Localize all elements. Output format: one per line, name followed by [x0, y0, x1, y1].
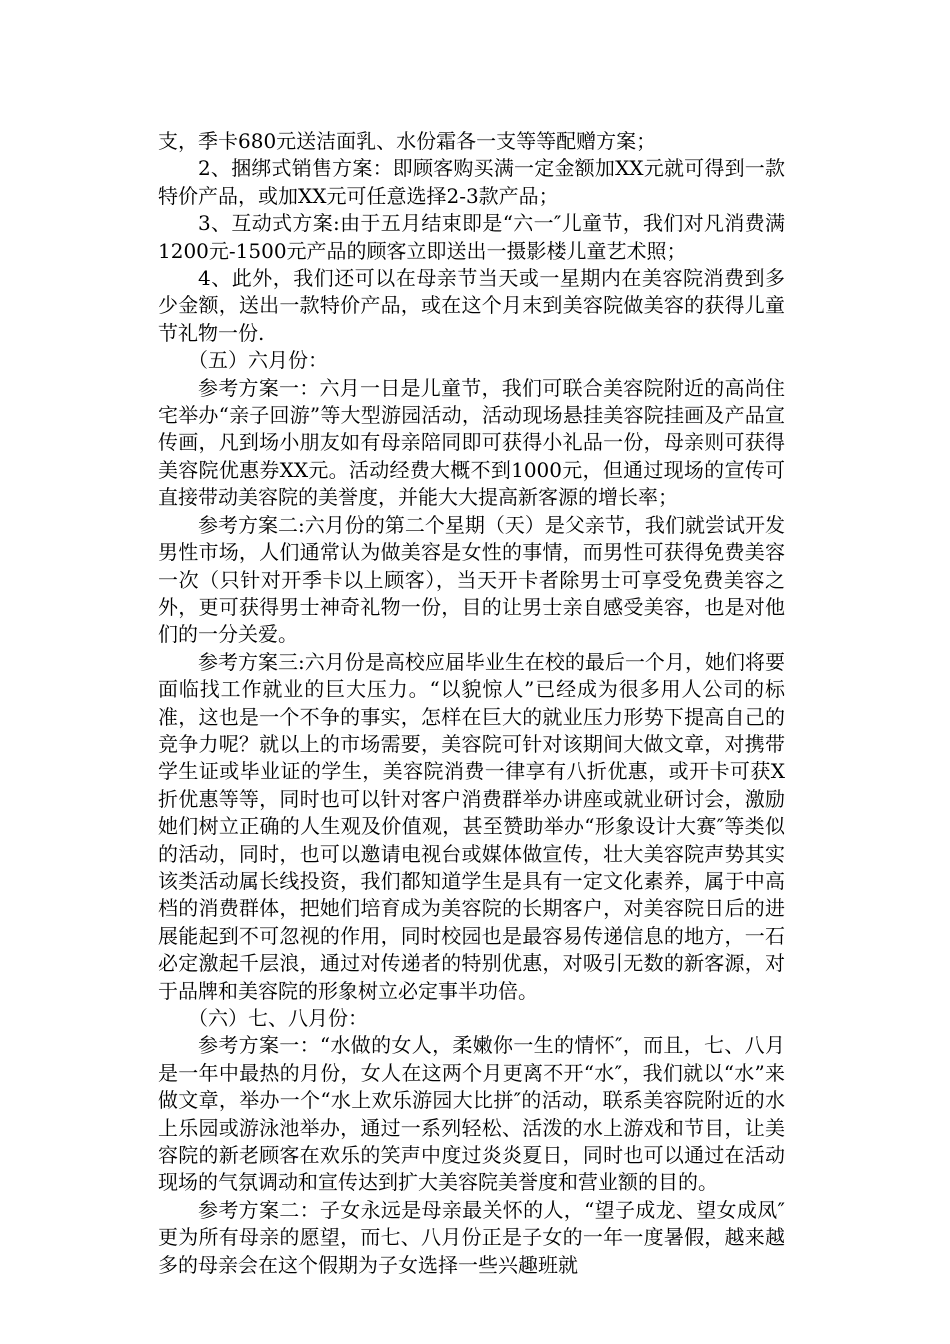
section-heading-july-august: （六）七、八月份：: [188, 1006, 368, 1030]
document-body: [158, 128, 785, 1279]
section-heading-june: （五）六月份：: [188, 348, 328, 373]
paragraph-june-plan-2: 参考方案二:六月份的第二个星期（天）是父亲节，我们就尝试开发男性市场，人们通常认为做美容是女性的事情，而男性可获得免费美容一次（只针对开季卡以上顾客），当天开卡者除男士可享受免费美容之外，更可获得男士神奇礼物一份，目的让男士亲自感受美容，也是对他们的一分关爱。: [158, 512, 785, 647]
paragraph-june-plan-1: 参考方案一：六月一日是儿童节，我们可联合美容院附近的高尚住宅举办“亲子回游”等大型游园活动，活动现场悬挂美容院挂画及产品宣传画，凡到场小朋友如有母亲陪同即可获得小礼品一份，母亲则可获得美容院优惠券XX元。活动经费大概不到1000元，但通过现场的宣传可直接带动美容院的美誉度，并能大大提高新客源的增长率；: [158, 375, 785, 510]
paragraph-gift-plan-tail: 支，季卡680元送洁面乳、水份霜各一支等等配赠方案；: [158, 129, 657, 153]
paragraph-interactive-plan: 3、互动式方案:由于五月结束即是“六一″儿童节，我们对凡消费满1200元-1500元产品的顾客立即送出一摄影楼儿童艺术照；: [158, 211, 785, 263]
paragraph-additional-plan: 4、此外，我们还可以在母亲节当天或一星期内在美容院消费到多少金额，送出一款特价产品，或在这个月末到美容院做美容的获得儿童节礼物一份.: [158, 266, 785, 345]
paragraph-june-plan-3: 参考方案三:六月份是高校应届毕业生在校的最后一个月，她们将要面临找工作就业的巨大压力。“以貌惊人”已经成为很多用人公司的标准，这也是一个不争的事实，怎样在巨大的就业压力形势下提高自己的竞争力呢？就以上的市场需要，美容院可针对该期间大做文章，对携带学生证或毕业证的学生，美容院消费一律享有八折优惠，或开卡可获X折优惠等等，同时也可以针对客户消费群举办讲座或就业研讨会，激励她们树立正确的人生观及价值观，甚至赞助举办“形象设计大赛″等类似的活动，同时，也可以邀请电视台或媒体做宣传，壮大美容院声势其实该类活动属长线投资，我们都知道学生是具有一定文化素养，属于中高档的消费群体，把她们培育成为美容院的长期客户，对美容院日后的进展能起到不可忽视的作用，同时校园也是最容易传递信息的地方，一石必定激起千层浪，通过对传递者的特别优惠，对吸引无数的新客源，对于品牌和美容院的形象树立必定事半功倍。: [158, 649, 785, 1003]
paragraph-summer-plan-1: 参考方案一：“水做的女人，柔嫩你一生的情怀″，而且，七、八月是一年中最热的月份，女人在这两个月更离不开“水″，我们就以“水”来做文章，举办一个“水上欢乐游园大比拼″的活动，联系美容院附近的水上乐园或游泳池举办，通过一系列轻松、活泼的水上游戏和节目，让美容院的新老顾客在欢乐的笑声中度过炎炎夏日，同时也可以通过在活动现场的气氛调动和宣传达到扩大美容院美誉度和营业额的目的。: [158, 1033, 785, 1195]
paragraph-summer-plan-2: 参考方案二：子女永远是母亲最关怀的人，“望子成龙、望女成凤″更为所有母亲的愿望，而七、八月份正是子女的一年一度暑假，越来越多的母亲会在这个假期为子女选择一些兴趣班就: [158, 1197, 785, 1277]
paragraph-bundle-sale: 2、捆绑式销售方案：即顾客购买满一定金额加XX元就可得到一款特价产品，或加XX元可任意选择2-3款产品；: [158, 156, 785, 208]
